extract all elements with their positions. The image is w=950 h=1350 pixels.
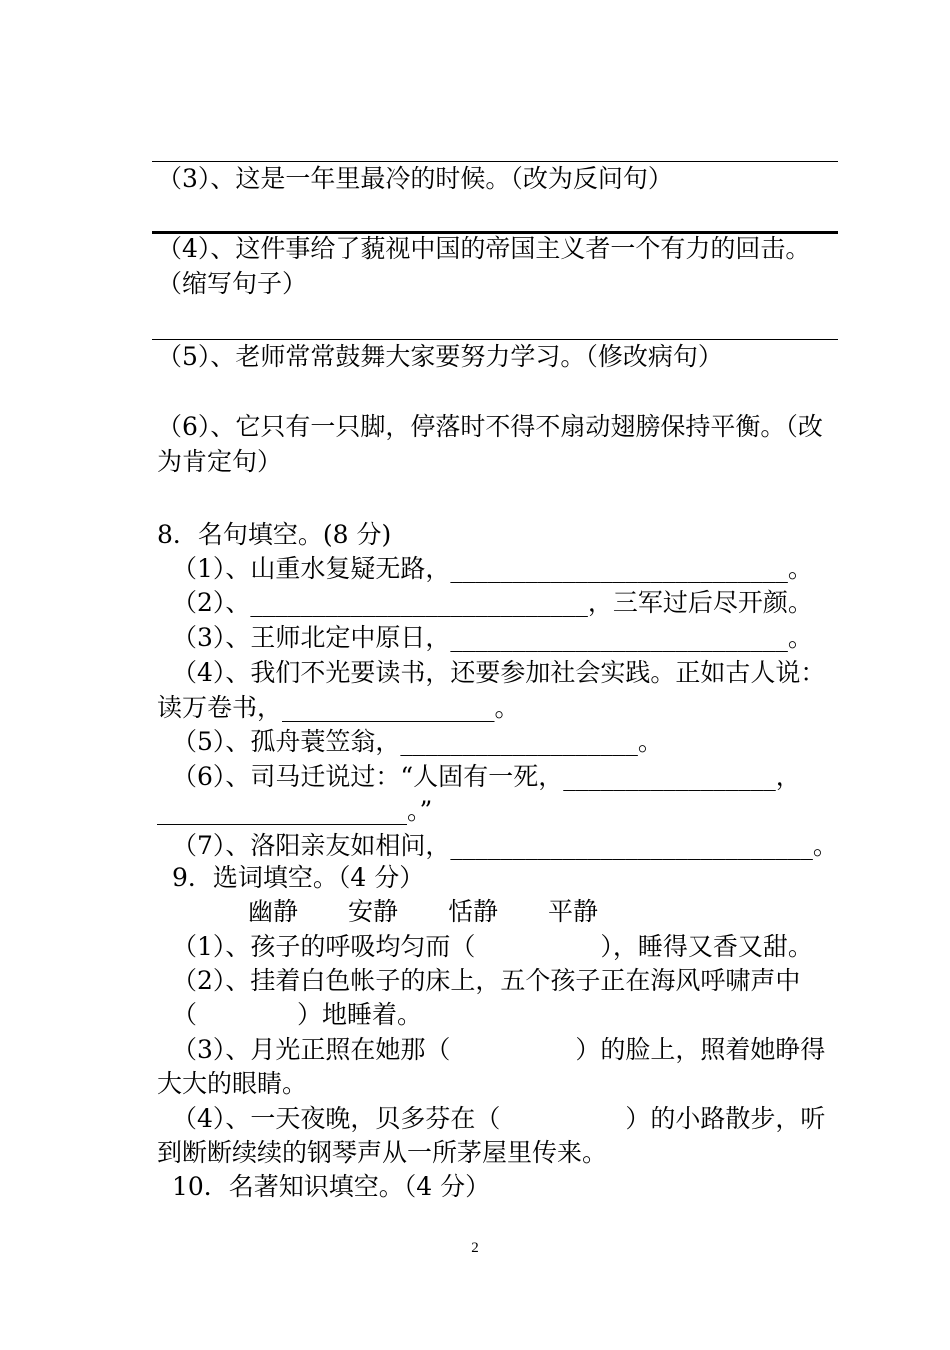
section-8-title: 8．名句填空。(8 分) [157,520,392,549]
section-9-title: 9．选词填空。（4 分） [172,863,425,892]
question-9-3-line2: 大大的眼睛。 [157,1069,308,1098]
question-8-6-line1: （6）、司马迁说过：“人固有一死，_________________， [172,762,801,791]
question-9-2-line1: （2）、挂着白色帐子的床上，五个孩子正在海风呼啸声中 [172,966,801,995]
question-8-4-line2: 读万卷书，_________________。 [157,693,520,722]
word-bank: 幽静 安静 恬静 平静 [248,897,599,926]
question-7-3: （3）、这是一年里最冷的时候。（改为反问句） [157,164,673,193]
question-7-6-line1: （6）、它只有一只脚，停落时不得不扇动翅膀保持平衡。（改 [157,412,823,441]
question-9-3-line1: （3）、月光正照在她那（ ）的脸上，照着她睁得 [172,1035,826,1064]
question-7-5: （5）、老师常常鼓舞大家要努力学习。（修改病句） [157,342,723,371]
question-7-4-line1: （4）、这件事给了藐视中国的帝国主义者一个有力的回击。 [157,234,811,263]
question-8-3: （3）、王师北定中原日，___________________________。 [172,623,813,652]
question-9-4-line2: 到断断续续的钢琴声从一所茅屋里传来。 [157,1138,608,1167]
question-9-1: （1）、孩子的呼吸均匀而（ ），睡得又香又甜。 [172,932,813,961]
question-7-6-line2: 为肯定句） [157,447,283,476]
question-8-2: （2）、___________________________，三军过后尽开颜。 [172,588,813,617]
question-9-4-line1: （4）、一天夜晚，贝多芬在（ ）的小路散步，听 [172,1104,826,1133]
section-10-title: 10．名著知识填空。（4 分） [172,1172,491,1201]
question-8-1: （1）、山重水复疑无路，___________________________。 [172,554,813,583]
question-8-7: （7）、洛阳亲友如相问，_____________________________。 [172,831,838,860]
page-number: 2 [471,1240,479,1256]
question-8-6-line2: ____________________。” [157,796,433,825]
question-8-4-line1: （4）、我们不光要读书，还要参加社会实践。正如古人说： [172,658,826,687]
question-8-5: （5）、孤舟蓑笠翁，___________________。 [172,727,663,756]
question-9-2-line2: （ ）地睡着。 [172,1000,423,1029]
question-7-4-line2: （缩写句子） [157,269,308,298]
